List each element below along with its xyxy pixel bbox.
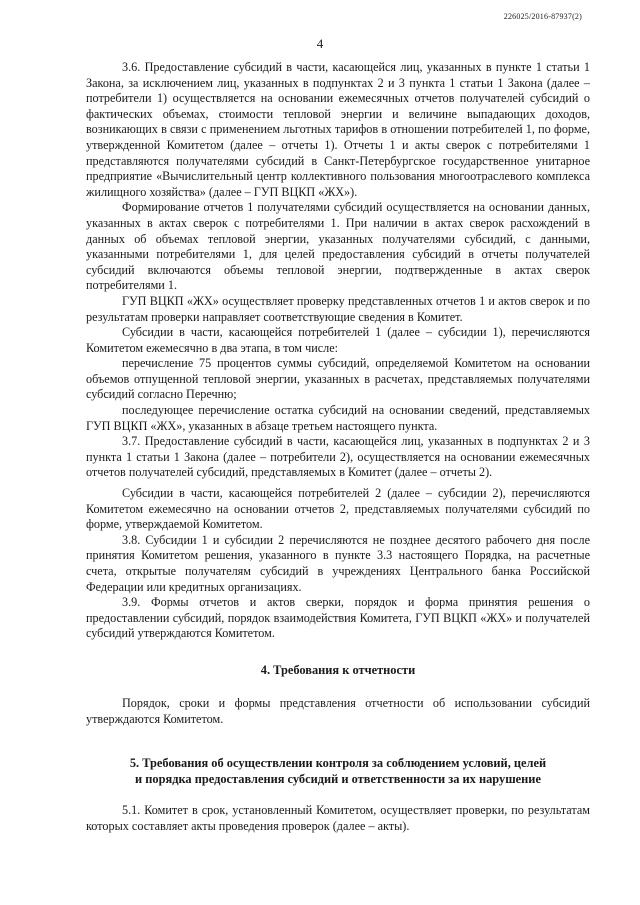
paragraph-5-1: 5.1. Комитет в срок, установленный Комитетом, осуществляет проверки, по результатам которых составляет акты проведения проверок (далее – акты). bbox=[86, 803, 590, 833]
list-item: перечисление 75 процентов суммы субсидий, определяемой Комитетом на основании объемов отпущенной тепловой энергии, указанных в расчетах, представляемых получателями субсидий согласно Перечню; bbox=[86, 356, 590, 402]
paragraph-3-6: 3.6. Предоставление субсидий в части, касающейся лиц, указанных в пункте 1 статьи 1 Закона, за исключением лиц, указанных в подпунктах 2 и 3 пункта 1 статьи 1 Закона (далее – потребители 1) осуществляется на основании ежемесячных отчетов получателей субсидий о фактических объемах, стоимости тепловой энергии и величине выпадающих доходов, возникающих в связи с применением льготных тарифов в отношении потребителей 1, по форме, утвержденной Комитетом (далее – отчеты 1). Отчеты 1 и акты сверок с потребителями 1 представляются получателями субсидий в Санкт-Петербургское государственное унитарное предприятие «Вычислительный центр коллективного пользования многоотраслевого комплекса жилищного хозяйства» (далее – ГУП ВЦКП «ЖХ»). bbox=[86, 60, 590, 199]
document-body bbox=[86, 60, 590, 834]
paragraph: ГУП ВЦКП «ЖХ» осуществляет проверку представленных отчетов 1 и актов сверок и по результатам проверки направляет соответствующие сведения в Комитет. bbox=[86, 293, 590, 324]
section-5-heading-line1: 5. Требования об осуществлении контроля за соблюдением условий, целей bbox=[129, 756, 547, 771]
document-id: 226025/2016-87937(2) bbox=[503, 12, 582, 21]
section-5-heading-line2: и порядка предоставления субсидий и ответственности за их нарушение bbox=[135, 772, 541, 787]
paragraph-3-9: 3.9. Формы отчетов и актов сверки, порядок и форма принятия решения о предоставлении субсидий, порядок взаимодействия Комитета, ГУП ВЦКП «ЖХ» и получателей субсидий утверждаются Комитетом. bbox=[86, 595, 590, 641]
section-4-text: Порядок, сроки и формы представления отчетности об использовании субсидий утверждаются Комитетом. bbox=[86, 695, 590, 726]
paragraph: Субсидии в части, касающейся потребителей 1 (далее – субсидии 1), перечисляются Комитетом ежемесячно в два этапа, в том числе: bbox=[86, 325, 590, 355]
paragraph: Формирование отчетов 1 получателями субсидий осуществляется на основании данных, указанных в актах сверок с потребителями 1. При наличии в актах сверок расхождений в данных об объемах тепловой энергии, указанных получателями субсидий, с данными, указанными потребителями 1, для целей предоставления субсидий в отчеты получателей субсидий включаются объемы тепловой энергии, подтвержденные в актах сверок потребителями 1. bbox=[86, 200, 590, 293]
list-item: последующее перечисление остатка субсидий на основании сведений, представляемых ГУП ВЦКП «ЖХ», указанных в абзаце третьем настоящего пункта. bbox=[86, 403, 590, 433]
section-5-heading bbox=[86, 755, 590, 787]
paragraph: Субсидии в части, касающейся потребителей 2 (далее – субсидии 2), перечисляются Комитетом ежемесячно на основании отчетов 2, представляемых получателями субсидий по форме, утверждаемой Комитетом. bbox=[86, 486, 590, 532]
section-4-heading: 4. Требования к отчетности bbox=[260, 662, 416, 677]
paragraph-3-7: 3.7. Предоставление субсидий в части, касающейся лиц, указанных в подпунктах 2 и 3 пункта 1 статьи 1 Закона (далее – потребители 2), осуществляется на основании ежемесячных отчетов получателей субсидий, представляемых в Комитет (далее – отчеты 2). bbox=[86, 434, 590, 480]
paragraph-3-8: 3.8. Субсидии 1 и субсидии 2 перечисляются не позднее десятого рабочего дня после принятия Комитетом решения, указанного в пункте 3.3 настоящего Порядка, на расчетные счета, открытые получателям субсидий в учреждениях Центрального банка Российской Федерации или кредитных организациях. bbox=[86, 532, 590, 594]
page-number: 4 bbox=[316, 36, 324, 51]
